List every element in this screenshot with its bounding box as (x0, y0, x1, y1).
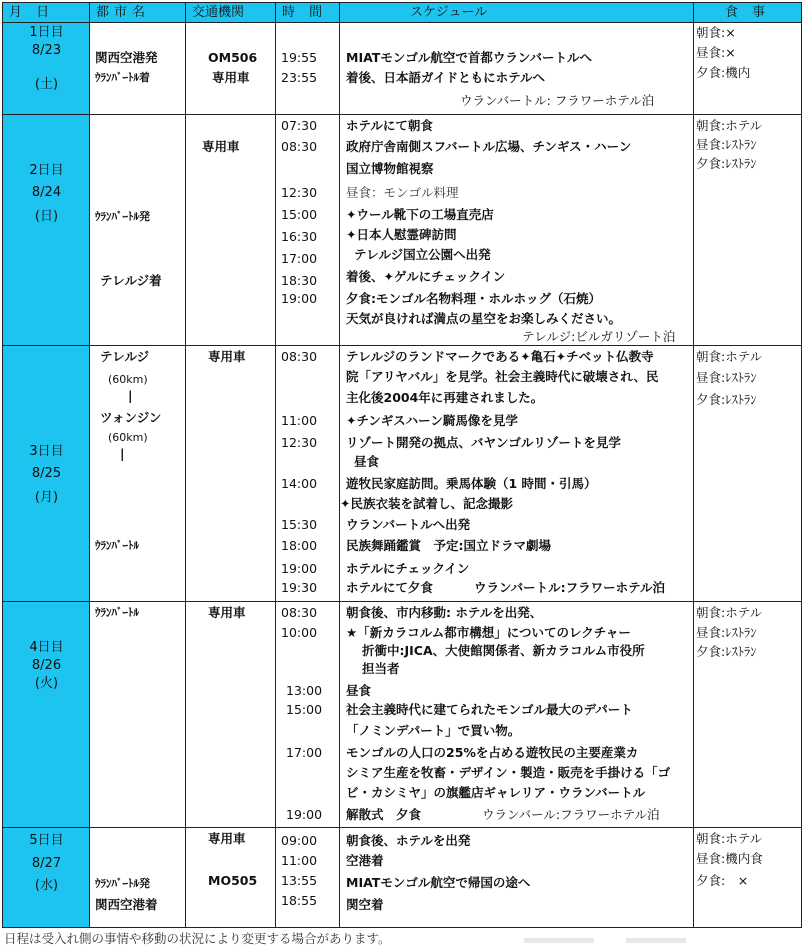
schedule-cell (340, 23, 694, 114)
meal: 昼食:ﾚｽﾄﾗﾝ (696, 137, 757, 152)
city: テレルジ (100, 349, 150, 364)
meal-cell (694, 602, 801, 827)
schedule-line: 天気が良ければ満点の星空をお楽しみください。 (346, 311, 622, 326)
schedule-cell (340, 828, 694, 927)
meal: 夕食:機内 (696, 65, 751, 80)
day-row-5 (3, 828, 801, 927)
time-cell (276, 23, 340, 114)
meal: 夕食:ﾚｽﾄﾗﾝ (696, 392, 757, 407)
transport: 専用車 (202, 139, 240, 154)
schedule-line: 空港着 (346, 853, 384, 868)
date-cell (3, 115, 90, 345)
time: 18:55 (281, 893, 318, 908)
city: ｳﾗﾝﾊﾞｰﾄﾙ発 (95, 877, 150, 890)
divider (626, 938, 686, 943)
meal: 昼食:ﾚｽﾄﾗﾝ (696, 625, 757, 640)
city: 関西空港発 (95, 50, 158, 65)
city: (60km) (108, 373, 148, 386)
schedule-line: 民族舞踊鑑賞 予定:国立ドラマ劇場 (346, 538, 551, 553)
transport: 専用車 (212, 70, 250, 85)
date-cell (3, 828, 90, 927)
schedule-line: 解散式 夕食 (346, 807, 422, 822)
time-cell (276, 115, 340, 345)
city: ｳﾗﾝﾊﾞｰﾄﾙ着 (95, 71, 150, 84)
time-cell (276, 828, 340, 927)
time: 15:00 (286, 702, 323, 717)
schedule-line: ホテルにチェックイン (346, 561, 470, 576)
transport-cell (186, 828, 276, 927)
schedule-line: 朝食後、ホテルを出発 (346, 833, 471, 848)
schedule-line: 社会主義時代に建てられたモンゴル最大のデパート (346, 702, 633, 717)
schedule-line: 朝食後、市内移動: ホテルを出発、 (346, 605, 543, 620)
weekday-label: (土) (34, 77, 59, 92)
time: 19:30 (281, 580, 318, 595)
schedule-line: 昼食：モンゴル料理 (346, 185, 459, 200)
city: (60km) (108, 431, 148, 444)
meal-cell (694, 115, 801, 345)
schedule-line: 遊牧民家庭訪問。乗馬体験（1 時間・引馬） (346, 476, 597, 491)
meal: 朝食:× (696, 25, 736, 40)
schedule-line: 院「アリヤバル」を見学。社会主義時代に破壊され、民 (346, 369, 659, 384)
meal: 夕食: × (696, 873, 749, 888)
time: 15:00 (281, 207, 318, 222)
time-cell (276, 346, 340, 601)
meal: 昼食:機内食 (696, 851, 763, 866)
date-cell (3, 346, 90, 601)
schedule-line: ホテルにて朝食 (346, 118, 433, 133)
city-cell (90, 346, 186, 601)
header-schedule: スケジュール (340, 3, 694, 22)
transport-cell (186, 602, 276, 827)
time: 19:00 (286, 807, 323, 822)
schedule-line: 昼食 (346, 683, 372, 698)
schedule-line: ✦民族衣装を試着し、記念撮影 (340, 496, 513, 511)
meal: 朝食:ホテル (696, 605, 763, 620)
time: 11:00 (281, 853, 318, 868)
time: 10:00 (281, 625, 318, 640)
time: 14:00 (281, 476, 318, 491)
time: 13:55 (281, 873, 318, 888)
transport: 専用車 (208, 349, 246, 364)
time: 11:00 (281, 413, 318, 428)
time: 13:00 (286, 683, 323, 698)
weekday-label: (日) (34, 209, 59, 224)
city: ｳﾗﾝﾊﾞｰﾄﾙ (95, 539, 139, 552)
time: 08:30 (281, 605, 318, 620)
schedule-line: 担当者 (362, 661, 400, 676)
city: ツォンジン (100, 410, 162, 425)
meal: 朝食:ホテル (696, 349, 763, 364)
day-label: 3日目 (29, 444, 64, 459)
time: 16:30 (281, 229, 318, 244)
date-label: 8/27 (31, 856, 62, 871)
time: 17:00 (281, 251, 318, 266)
transport-cell (186, 115, 276, 345)
city: ｳﾗﾝﾊﾞｰﾄﾙ発 (95, 210, 150, 223)
weekday-label: (月) (34, 490, 59, 505)
transport: OM506 (208, 50, 258, 65)
date-label: 8/23 (31, 43, 62, 58)
city: 関西空港着 (95, 897, 158, 912)
schedule-line: ★「新カラコルム都市構想」についてのレクチャー (346, 625, 631, 640)
time: 17:00 (286, 745, 323, 760)
day-label: 4日目 (29, 640, 64, 655)
city-cell (90, 602, 186, 827)
schedule-line: MIATモンゴル航空で帰国の途へ (346, 875, 531, 890)
time-cell (276, 602, 340, 827)
footer-note: 日程は受入れ側の事情や移動の状況により変更する場合があります。 (4, 931, 391, 946)
meal: 朝食:ホテル (696, 831, 763, 846)
schedule-line: テレルジ国立公園へ出発 (354, 247, 491, 262)
header-meals: 食 事 (724, 5, 771, 20)
weekday-label: (水) (34, 878, 59, 893)
date-cell (3, 23, 90, 114)
time: 08:30 (281, 139, 318, 154)
divider (524, 938, 594, 943)
meal-cell (694, 346, 801, 601)
schedule-cell (340, 115, 694, 345)
meal-cell (694, 828, 801, 927)
date-label: 8/25 (31, 466, 62, 481)
schedule-line: 夕食:モンゴル名物料理・ホルホッグ（石焼） (346, 291, 601, 306)
meal: 昼食:ﾚｽﾄﾗﾝ (696, 370, 757, 385)
transport-cell (186, 346, 276, 601)
schedule-cell (340, 346, 694, 601)
day-row-4 (3, 602, 801, 828)
day-label: 1日目 (29, 25, 64, 40)
time: 09:00 (281, 833, 318, 848)
schedule-line: ビ・カシミヤ」の旗艦店ギャレリア・ウランバートル (346, 785, 646, 800)
schedule-line: リゾート開発の拠点、バヤンゴルリゾートを見学 (346, 435, 621, 450)
schedule-line: ウランバートルへ出発 (346, 517, 471, 532)
header-transport: 交通機関 (186, 3, 276, 22)
city: | (128, 388, 133, 403)
time: 15:30 (281, 517, 318, 532)
city: ｳﾗﾝﾊﾞｰﾄﾙ (95, 606, 139, 619)
date-label: 8/26 (31, 658, 62, 673)
schedule-line: ホテルにて夕食 (346, 580, 433, 595)
meal: 昼食:× (696, 45, 736, 60)
city: テレルジ着 (100, 273, 162, 288)
schedule-line: 政府庁舎南側スフバートル広場、チンギス・ハーン (346, 139, 632, 154)
city-cell (90, 23, 186, 114)
city-cell (90, 115, 186, 345)
day-row-3 (3, 346, 801, 602)
meal: 夕食:ﾚｽﾄﾗﾝ (696, 644, 757, 659)
header-date: 月 日 (3, 3, 90, 22)
schedule-line: 昼食 (354, 454, 380, 469)
meal-cell (694, 23, 801, 114)
weekday-label: (火) (34, 676, 59, 691)
schedule-line: 折衝中:JICA、大使館関係者、新カラコルム市役所 (362, 643, 645, 658)
day-label: 5日目 (29, 833, 64, 848)
schedule-line: シミア生産を牧畜・デザイン・製造・販売を手掛ける「ゴ (346, 765, 671, 780)
schedule-line: テレルジ:ビルガリゾート泊 (522, 329, 676, 344)
schedule-cell (340, 602, 694, 827)
time: 18:30 (281, 273, 318, 288)
transport: 専用車 (208, 831, 246, 846)
itinerary-table (2, 2, 802, 928)
schedule-line: ✦ウール靴下の工場直売店 (346, 207, 494, 222)
header-city: 都市名 (90, 3, 186, 22)
schedule-line: ウランバートル:フラワーホテル泊 (474, 580, 665, 595)
schedule-line: ウランバール:フラワーホテル泊 (482, 807, 660, 822)
time: 19:55 (281, 50, 318, 65)
schedule-line: MIATモンゴル航空で首都ウランバートルへ (346, 50, 592, 65)
time: 12:30 (281, 435, 318, 450)
day-label: 2日目 (29, 163, 64, 178)
transport: 専用車 (208, 605, 246, 620)
transport: MO505 (208, 873, 258, 888)
day-row-1 (3, 23, 801, 115)
time: 07:30 (281, 118, 318, 133)
time: 19:00 (281, 291, 318, 306)
meal: 夕食:ﾚｽﾄﾗﾝ (696, 156, 757, 171)
header-time: 時 間 (276, 3, 340, 22)
date-cell (3, 602, 90, 827)
schedule-line: ✦日本人慰霊碑訪問 (346, 227, 457, 242)
meal: 朝食:ホテル (696, 118, 763, 133)
time: 23:55 (281, 70, 318, 85)
date-label: 8/24 (31, 185, 62, 200)
schedule-line: ✦チンギスハーン騎馬像を見学 (346, 413, 518, 428)
transport-cell (186, 23, 276, 114)
time: 18:00 (281, 538, 318, 553)
schedule-line: モンゴルの人口の25%を占める遊牧民の主要産業カ (346, 745, 639, 760)
time: 08:30 (281, 349, 318, 364)
schedule-line: 主化後2004年に再建されました。 (346, 390, 544, 405)
schedule-line: 関空着 (346, 897, 384, 912)
schedule-line: 着後、✦ゲルにチェックイン (346, 269, 506, 284)
time: 19:00 (281, 561, 318, 576)
time: 12:30 (281, 185, 318, 200)
schedule-line: 国立博物館視察 (346, 161, 434, 176)
schedule-line: テレルジのランドマークである✦亀石✦チベット仏教寺 (346, 349, 654, 364)
table-header (3, 3, 801, 23)
schedule-line: 「ノミンデパート」で買い物。 (346, 723, 521, 738)
city-cell (90, 828, 186, 927)
day-row-2 (3, 115, 801, 346)
schedule-line: 着後、日本語ガイドともにホテルへ (346, 70, 546, 85)
city: | (120, 446, 125, 461)
schedule-line: ウランバートル: フラワーホテル泊 (460, 93, 655, 108)
